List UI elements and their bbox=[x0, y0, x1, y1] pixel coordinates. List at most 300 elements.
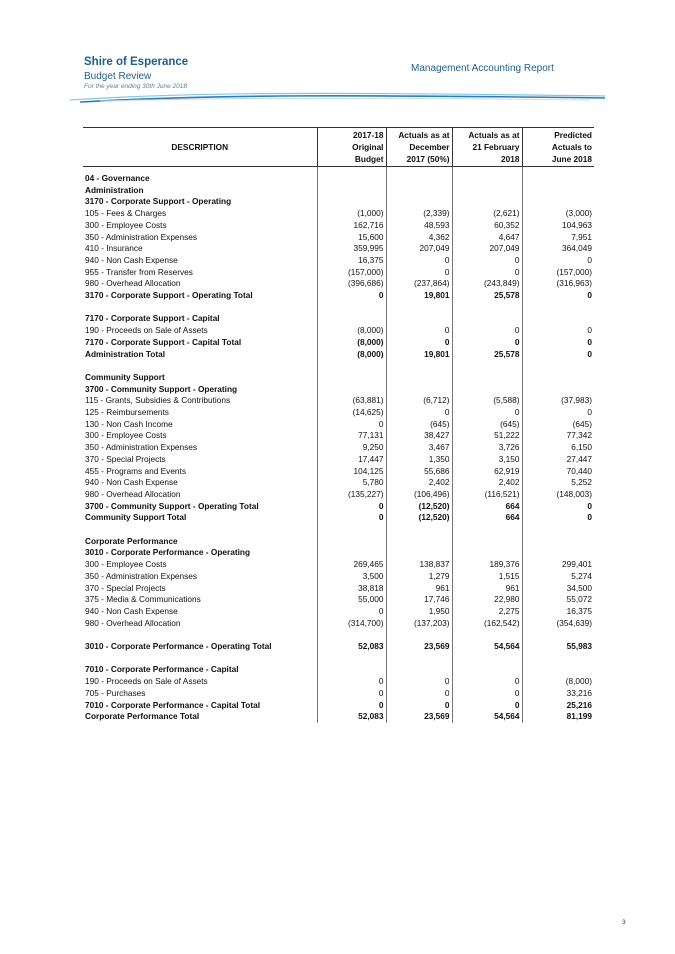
row-predicted-actuals: 7,951 bbox=[522, 232, 594, 244]
row-predicted-actuals bbox=[522, 536, 594, 548]
row-description: 940 - Non Cash Expense bbox=[85, 254, 178, 265]
row-actuals-february bbox=[452, 547, 522, 559]
row-description: 980 - Overhead Allocation bbox=[85, 278, 181, 289]
row-predicted-actuals: 27,447 bbox=[522, 454, 594, 466]
table-row bbox=[83, 501, 594, 513]
row-original-budget bbox=[317, 360, 386, 372]
report-subtitle: Budget Review bbox=[84, 71, 152, 82]
row-actuals-december: (106,496) bbox=[386, 489, 452, 501]
row-actuals-february: 2,275 bbox=[452, 606, 522, 618]
table-row bbox=[83, 220, 594, 232]
row-description: 370 - Special Projects bbox=[85, 453, 166, 464]
row-description: 3010 - Corporate Performance - Operating bbox=[85, 547, 251, 558]
row-actuals-december: 2,402 bbox=[386, 477, 452, 489]
table-row bbox=[83, 688, 594, 700]
row-predicted-actuals: 5,274 bbox=[522, 571, 594, 583]
row-original-budget: 52,083 bbox=[317, 641, 386, 653]
table-row bbox=[83, 583, 594, 595]
header-predicted-actuals bbox=[522, 128, 594, 167]
row-actuals-february: 961 bbox=[452, 583, 522, 595]
row-original-budget: 52,083 bbox=[317, 711, 386, 723]
table-row bbox=[83, 571, 594, 583]
row-predicted-actuals: (157,000) bbox=[522, 267, 594, 279]
row-description: 7010 - Corporate Performance - Capital bbox=[85, 664, 239, 675]
row-actuals-december: 23,569 bbox=[386, 711, 452, 723]
row-predicted-actuals: 0 bbox=[522, 512, 594, 524]
row-original-budget bbox=[317, 547, 386, 559]
row-predicted-actuals: (645) bbox=[522, 419, 594, 431]
table-row bbox=[83, 360, 594, 372]
row-actuals-december: 1,279 bbox=[386, 571, 452, 583]
row-predicted-actuals bbox=[522, 629, 594, 641]
row-actuals-february: (645) bbox=[452, 419, 522, 431]
header-actuals-february-line1: Actuals as at bbox=[468, 130, 520, 140]
header-swoosh-graphic bbox=[70, 88, 605, 108]
row-original-budget: (14,625) bbox=[317, 407, 386, 419]
row-description: 375 - Media & Communications bbox=[85, 594, 201, 605]
row-original-budget: (157,000) bbox=[317, 267, 386, 279]
row-predicted-actuals: 81,199 bbox=[522, 711, 594, 723]
row-actuals-december: 0 bbox=[386, 407, 452, 419]
row-actuals-february: 60,352 bbox=[452, 220, 522, 232]
row-actuals-december: 19,801 bbox=[386, 290, 452, 302]
row-description: 105 - Fees & Charges bbox=[85, 208, 167, 219]
table-row bbox=[83, 711, 594, 723]
row-description: 3010 - Corporate Performance - Operating Total bbox=[85, 641, 272, 652]
row-predicted-actuals: 0 bbox=[522, 290, 594, 302]
row-actuals-february bbox=[452, 185, 522, 197]
table-row bbox=[83, 430, 594, 442]
row-actuals-february: 54,564 bbox=[452, 641, 522, 653]
row-actuals-december bbox=[386, 313, 452, 325]
row-actuals-february: (5,588) bbox=[452, 395, 522, 407]
table-row bbox=[83, 442, 594, 454]
row-original-budget: 3,500 bbox=[317, 571, 386, 583]
row-original-budget: 359,995 bbox=[317, 243, 386, 255]
row-description: 370 - Special Projects bbox=[85, 582, 166, 593]
row-actuals-february bbox=[452, 196, 522, 208]
row-predicted-actuals: 364,049 bbox=[522, 243, 594, 255]
table-row bbox=[83, 290, 594, 302]
header-actuals-february-line3: 2018 bbox=[501, 154, 520, 164]
row-description: 7170 - Corporate Support - Capital Total bbox=[85, 336, 242, 347]
row-predicted-actuals: 70,440 bbox=[522, 466, 594, 478]
row-actuals-february bbox=[452, 664, 522, 676]
row-description: 130 - Non Cash Income bbox=[85, 418, 173, 429]
row-actuals-december: 3,467 bbox=[386, 442, 452, 454]
row-actuals-december bbox=[386, 167, 452, 185]
row-original-budget bbox=[317, 372, 386, 384]
header-original-budget bbox=[317, 128, 386, 167]
row-predicted-actuals: (354,639) bbox=[522, 618, 594, 630]
row-predicted-actuals bbox=[522, 372, 594, 384]
row-actuals-february: 0 bbox=[452, 255, 522, 267]
row-actuals-december bbox=[386, 196, 452, 208]
row-description: 410 - Insurance bbox=[85, 243, 143, 254]
table-row bbox=[83, 676, 594, 688]
row-actuals-february: (116,521) bbox=[452, 489, 522, 501]
row-predicted-actuals: 16,375 bbox=[522, 606, 594, 618]
table-row bbox=[83, 167, 594, 185]
row-actuals-december bbox=[386, 372, 452, 384]
row-actuals-february: 2,402 bbox=[452, 477, 522, 489]
row-actuals-december: 0 bbox=[386, 325, 452, 337]
row-predicted-actuals: 0 bbox=[522, 501, 594, 513]
row-predicted-actuals: (8,000) bbox=[522, 676, 594, 688]
table-row bbox=[83, 641, 594, 653]
row-description bbox=[83, 524, 317, 536]
row-actuals-december bbox=[386, 384, 452, 396]
table-row bbox=[83, 313, 594, 325]
row-original-budget bbox=[317, 524, 386, 536]
row-original-budget: (8,000) bbox=[317, 349, 386, 361]
table-row bbox=[83, 653, 594, 665]
row-original-budget: 0 bbox=[317, 700, 386, 712]
row-predicted-actuals: (316,963) bbox=[522, 278, 594, 290]
row-original-budget: 104,125 bbox=[317, 466, 386, 478]
row-actuals-december: 138,837 bbox=[386, 559, 452, 571]
row-predicted-actuals: 0 bbox=[522, 349, 594, 361]
row-description: 125 - Reimbursements bbox=[85, 407, 169, 418]
header-description: DESCRIPTION bbox=[83, 128, 317, 167]
row-predicted-actuals: 0 bbox=[522, 337, 594, 349]
row-description: Corporate Performance Total bbox=[85, 711, 200, 722]
row-original-budget bbox=[317, 536, 386, 548]
row-description: 455 - Programs and Events bbox=[85, 465, 186, 476]
row-predicted-actuals bbox=[522, 524, 594, 536]
row-actuals-december: 0 bbox=[386, 255, 452, 267]
row-description bbox=[83, 360, 317, 372]
table-row bbox=[83, 337, 594, 349]
row-actuals-december bbox=[386, 360, 452, 372]
table-row bbox=[83, 232, 594, 244]
row-actuals-december: 55,686 bbox=[386, 466, 452, 478]
row-description: 3700 - Community Support - Operating Total bbox=[85, 500, 259, 511]
row-predicted-actuals bbox=[522, 360, 594, 372]
table-row bbox=[83, 302, 594, 314]
header-predicted-actuals-line3: June 2018 bbox=[551, 154, 592, 164]
row-actuals-december: 0 bbox=[386, 688, 452, 700]
row-actuals-february: 54,564 bbox=[452, 711, 522, 723]
row-actuals-february bbox=[452, 524, 522, 536]
row-actuals-february: 664 bbox=[452, 512, 522, 524]
row-description: 940 - Non Cash Expense bbox=[85, 477, 178, 488]
row-original-budget: (396,686) bbox=[317, 278, 386, 290]
row-predicted-actuals: 0 bbox=[522, 407, 594, 419]
row-description: 980 - Overhead Allocation bbox=[85, 488, 181, 499]
header-original-budget-line1: 2017-18 bbox=[353, 130, 384, 140]
row-actuals-december: (12,520) bbox=[386, 512, 452, 524]
table-row bbox=[83, 512, 594, 524]
header-actuals-december bbox=[386, 128, 452, 167]
row-actuals-february: 3,726 bbox=[452, 442, 522, 454]
row-predicted-actuals bbox=[522, 653, 594, 665]
row-description: 3170 - Corporate Support - Operating Total bbox=[85, 290, 253, 301]
row-original-budget: 16,375 bbox=[317, 255, 386, 267]
row-original-budget bbox=[317, 313, 386, 325]
row-predicted-actuals: 0 bbox=[522, 325, 594, 337]
table-row bbox=[83, 629, 594, 641]
header-actuals-december-line3: 2017 (50%) bbox=[406, 154, 450, 164]
row-predicted-actuals: 25,216 bbox=[522, 700, 594, 712]
row-description: 300 - Employee Costs bbox=[85, 559, 167, 570]
row-predicted-actuals bbox=[522, 384, 594, 396]
row-predicted-actuals bbox=[522, 196, 594, 208]
row-actuals-february: 1,515 bbox=[452, 571, 522, 583]
row-original-budget: (8,000) bbox=[317, 325, 386, 337]
row-predicted-actuals: 55,072 bbox=[522, 594, 594, 606]
header-actuals-december-line2: December bbox=[409, 142, 450, 152]
table-row bbox=[83, 419, 594, 431]
row-description: 705 - Purchases bbox=[85, 687, 146, 698]
row-description: 7170 - Corporate Support - Capital bbox=[85, 313, 220, 324]
row-original-budget: 38,818 bbox=[317, 583, 386, 595]
table-row bbox=[83, 664, 594, 676]
row-description bbox=[83, 629, 317, 641]
row-actuals-february: (162,542) bbox=[452, 618, 522, 630]
row-original-budget: (314,700) bbox=[317, 618, 386, 630]
row-original-budget: 0 bbox=[317, 290, 386, 302]
row-actuals-february: 0 bbox=[452, 337, 522, 349]
page-number: 3 bbox=[622, 919, 626, 926]
row-actuals-december bbox=[386, 536, 452, 548]
header-original-budget-line3: Budget bbox=[354, 154, 384, 164]
row-original-budget bbox=[317, 302, 386, 314]
table-row bbox=[83, 407, 594, 419]
row-description: 980 - Overhead Allocation bbox=[85, 617, 181, 628]
row-actuals-february: 0 bbox=[452, 676, 522, 688]
row-description: 350 - Administration Expenses bbox=[85, 442, 198, 453]
row-actuals-december bbox=[386, 302, 452, 314]
row-actuals-february: 3,150 bbox=[452, 454, 522, 466]
row-actuals-december: 1,950 bbox=[386, 606, 452, 618]
report-title: Management Accounting Report bbox=[411, 63, 554, 74]
row-actuals-february: (2,621) bbox=[452, 208, 522, 220]
row-original-budget: (63,881) bbox=[317, 395, 386, 407]
row-actuals-december: (645) bbox=[386, 419, 452, 431]
table-row bbox=[83, 384, 594, 396]
header-predicted-actuals-line2: Actuals to bbox=[551, 142, 592, 152]
row-actuals-february: 4,647 bbox=[452, 232, 522, 244]
row-actuals-december bbox=[386, 629, 452, 641]
row-original-budget: 0 bbox=[317, 688, 386, 700]
row-description: 300 - Employee Costs bbox=[85, 219, 167, 230]
row-actuals-february: 25,578 bbox=[452, 290, 522, 302]
row-original-budget: (1,000) bbox=[317, 208, 386, 220]
row-original-budget: 162,716 bbox=[317, 220, 386, 232]
row-actuals-december: 23,569 bbox=[386, 641, 452, 653]
row-actuals-december: (6,712) bbox=[386, 395, 452, 407]
row-actuals-february: 0 bbox=[452, 700, 522, 712]
row-actuals-december: 38,427 bbox=[386, 430, 452, 442]
table-row bbox=[83, 466, 594, 478]
row-description: 940 - Non Cash Expense bbox=[85, 605, 178, 616]
row-original-budget: 0 bbox=[317, 501, 386, 513]
header-actuals-december-line1: Actuals as at bbox=[398, 130, 450, 140]
row-predicted-actuals bbox=[522, 167, 594, 185]
row-original-budget: 77,131 bbox=[317, 430, 386, 442]
row-actuals-february: 0 bbox=[452, 267, 522, 279]
row-description: 300 - Employee Costs bbox=[85, 430, 167, 441]
row-predicted-actuals: (3,000) bbox=[522, 208, 594, 220]
row-original-budget bbox=[317, 185, 386, 197]
row-predicted-actuals: (148,003) bbox=[522, 489, 594, 501]
row-actuals-december: 207,049 bbox=[386, 243, 452, 255]
row-original-budget: 15,600 bbox=[317, 232, 386, 244]
row-original-budget: 9,250 bbox=[317, 442, 386, 454]
row-actuals-february bbox=[452, 653, 522, 665]
row-actuals-december: 4,362 bbox=[386, 232, 452, 244]
row-actuals-december bbox=[386, 664, 452, 676]
table-row bbox=[83, 243, 594, 255]
table-row bbox=[83, 559, 594, 571]
header-predicted-actuals-line1: Predicted bbox=[554, 130, 592, 140]
org-name: Shire of Esperance bbox=[84, 56, 189, 68]
row-actuals-february bbox=[452, 384, 522, 396]
row-predicted-actuals: 33,216 bbox=[522, 688, 594, 700]
table-row bbox=[83, 349, 594, 361]
row-description: Corporate Performance bbox=[85, 535, 178, 546]
table-row bbox=[83, 477, 594, 489]
row-actuals-february: 25,578 bbox=[452, 349, 522, 361]
row-original-budget: 17,447 bbox=[317, 454, 386, 466]
row-description: 190 - Proceeds on Sale of Assets bbox=[85, 676, 208, 687]
row-actuals-december: 48,593 bbox=[386, 220, 452, 232]
table-row bbox=[83, 325, 594, 337]
table-row bbox=[83, 267, 594, 279]
row-predicted-actuals: 6,150 bbox=[522, 442, 594, 454]
table-row bbox=[83, 372, 594, 384]
table-row bbox=[83, 278, 594, 290]
row-predicted-actuals: 77,342 bbox=[522, 430, 594, 442]
row-actuals-december: 0 bbox=[386, 676, 452, 688]
header-actuals-february-line2: 21 February bbox=[472, 142, 520, 152]
table-row bbox=[83, 454, 594, 466]
table-row bbox=[83, 618, 594, 630]
row-actuals-december: (12,520) bbox=[386, 501, 452, 513]
row-predicted-actuals: 55,983 bbox=[522, 641, 594, 653]
row-actuals-february: 0 bbox=[452, 325, 522, 337]
row-description: 7010 - Corporate Performance - Capital Total bbox=[85, 699, 261, 710]
row-description: 190 - Proceeds on Sale of Assets bbox=[85, 325, 208, 336]
table-row bbox=[83, 196, 594, 208]
row-predicted-actuals: 5,252 bbox=[522, 477, 594, 489]
row-predicted-actuals bbox=[522, 547, 594, 559]
report-period: For the year ending 30th June 2018 bbox=[84, 83, 187, 90]
table-row bbox=[83, 255, 594, 267]
row-predicted-actuals: 34,500 bbox=[522, 583, 594, 595]
row-actuals-february bbox=[452, 536, 522, 548]
table-row bbox=[83, 547, 594, 559]
row-original-budget bbox=[317, 384, 386, 396]
row-actuals-february: 0 bbox=[452, 688, 522, 700]
row-original-budget: 269,465 bbox=[317, 559, 386, 571]
row-predicted-actuals bbox=[522, 664, 594, 676]
header-original-budget-line2: Original bbox=[352, 142, 384, 152]
row-predicted-actuals bbox=[522, 313, 594, 325]
row-original-budget bbox=[317, 629, 386, 641]
budget-table bbox=[83, 127, 594, 723]
row-original-budget: 0 bbox=[317, 419, 386, 431]
table-row bbox=[83, 536, 594, 548]
row-description: Administration Total bbox=[85, 348, 166, 359]
table-row bbox=[83, 594, 594, 606]
table-row bbox=[83, 700, 594, 712]
row-actuals-december bbox=[386, 653, 452, 665]
row-predicted-actuals bbox=[522, 302, 594, 314]
row-description: 350 - Administration Expenses bbox=[85, 570, 198, 581]
row-actuals-february bbox=[452, 360, 522, 372]
row-actuals-february: 0 bbox=[452, 407, 522, 419]
row-original-budget bbox=[317, 167, 386, 185]
row-actuals-february: 207,049 bbox=[452, 243, 522, 255]
row-actuals-february: 22,980 bbox=[452, 594, 522, 606]
row-actuals-december: 0 bbox=[386, 267, 452, 279]
row-description: Administration bbox=[85, 184, 144, 195]
row-original-budget: 55,000 bbox=[317, 594, 386, 606]
row-actuals-december: (2,339) bbox=[386, 208, 452, 220]
row-actuals-december: (237,864) bbox=[386, 278, 452, 290]
row-description: Community Support Total bbox=[85, 512, 187, 523]
row-actuals-december: 0 bbox=[386, 337, 452, 349]
row-actuals-february bbox=[452, 372, 522, 384]
budget-table-body bbox=[83, 167, 594, 723]
row-original-budget: 0 bbox=[317, 606, 386, 618]
row-description bbox=[83, 653, 317, 665]
row-description: 3700 - Community Support - Operating bbox=[85, 383, 238, 394]
row-actuals-february: 189,376 bbox=[452, 559, 522, 571]
row-actuals-february bbox=[452, 167, 522, 185]
row-original-budget bbox=[317, 196, 386, 208]
row-actuals-december: 961 bbox=[386, 583, 452, 595]
row-original-budget: (135,227) bbox=[317, 489, 386, 501]
row-actuals-february bbox=[452, 629, 522, 641]
row-description: Community Support bbox=[85, 371, 165, 382]
row-actuals-february bbox=[452, 302, 522, 314]
header-actuals-february bbox=[452, 128, 522, 167]
row-actuals-december bbox=[386, 547, 452, 559]
table-row bbox=[83, 395, 594, 407]
row-actuals-december bbox=[386, 185, 452, 197]
row-predicted-actuals: 0 bbox=[522, 255, 594, 267]
row-description bbox=[83, 302, 317, 314]
row-actuals-february bbox=[452, 313, 522, 325]
row-actuals-december: 1,350 bbox=[386, 454, 452, 466]
table-row bbox=[83, 606, 594, 618]
row-original-budget bbox=[317, 664, 386, 676]
row-original-budget: 0 bbox=[317, 512, 386, 524]
row-original-budget bbox=[317, 653, 386, 665]
row-actuals-february: (243,849) bbox=[452, 278, 522, 290]
row-actuals-february: 664 bbox=[452, 501, 522, 513]
row-actuals-december: 19,801 bbox=[386, 349, 452, 361]
row-actuals-december bbox=[386, 524, 452, 536]
table-header-row bbox=[83, 128, 594, 167]
row-actuals-december: 0 bbox=[386, 700, 452, 712]
row-actuals-december: 17,746 bbox=[386, 594, 452, 606]
row-description: 955 - Transfer from Reserves bbox=[85, 266, 193, 277]
row-original-budget: 5,780 bbox=[317, 477, 386, 489]
row-predicted-actuals: 104,963 bbox=[522, 220, 594, 232]
row-description: 3170 - Corporate Support - Operating bbox=[85, 196, 232, 207]
row-predicted-actuals: 299,401 bbox=[522, 559, 594, 571]
row-actuals-december: (137,203) bbox=[386, 618, 452, 630]
table-row bbox=[83, 524, 594, 536]
row-description: 04 - Governance bbox=[85, 173, 150, 183]
row-predicted-actuals bbox=[522, 185, 594, 197]
row-actuals-february: 51,222 bbox=[452, 430, 522, 442]
row-actuals-february: 62,919 bbox=[452, 466, 522, 478]
